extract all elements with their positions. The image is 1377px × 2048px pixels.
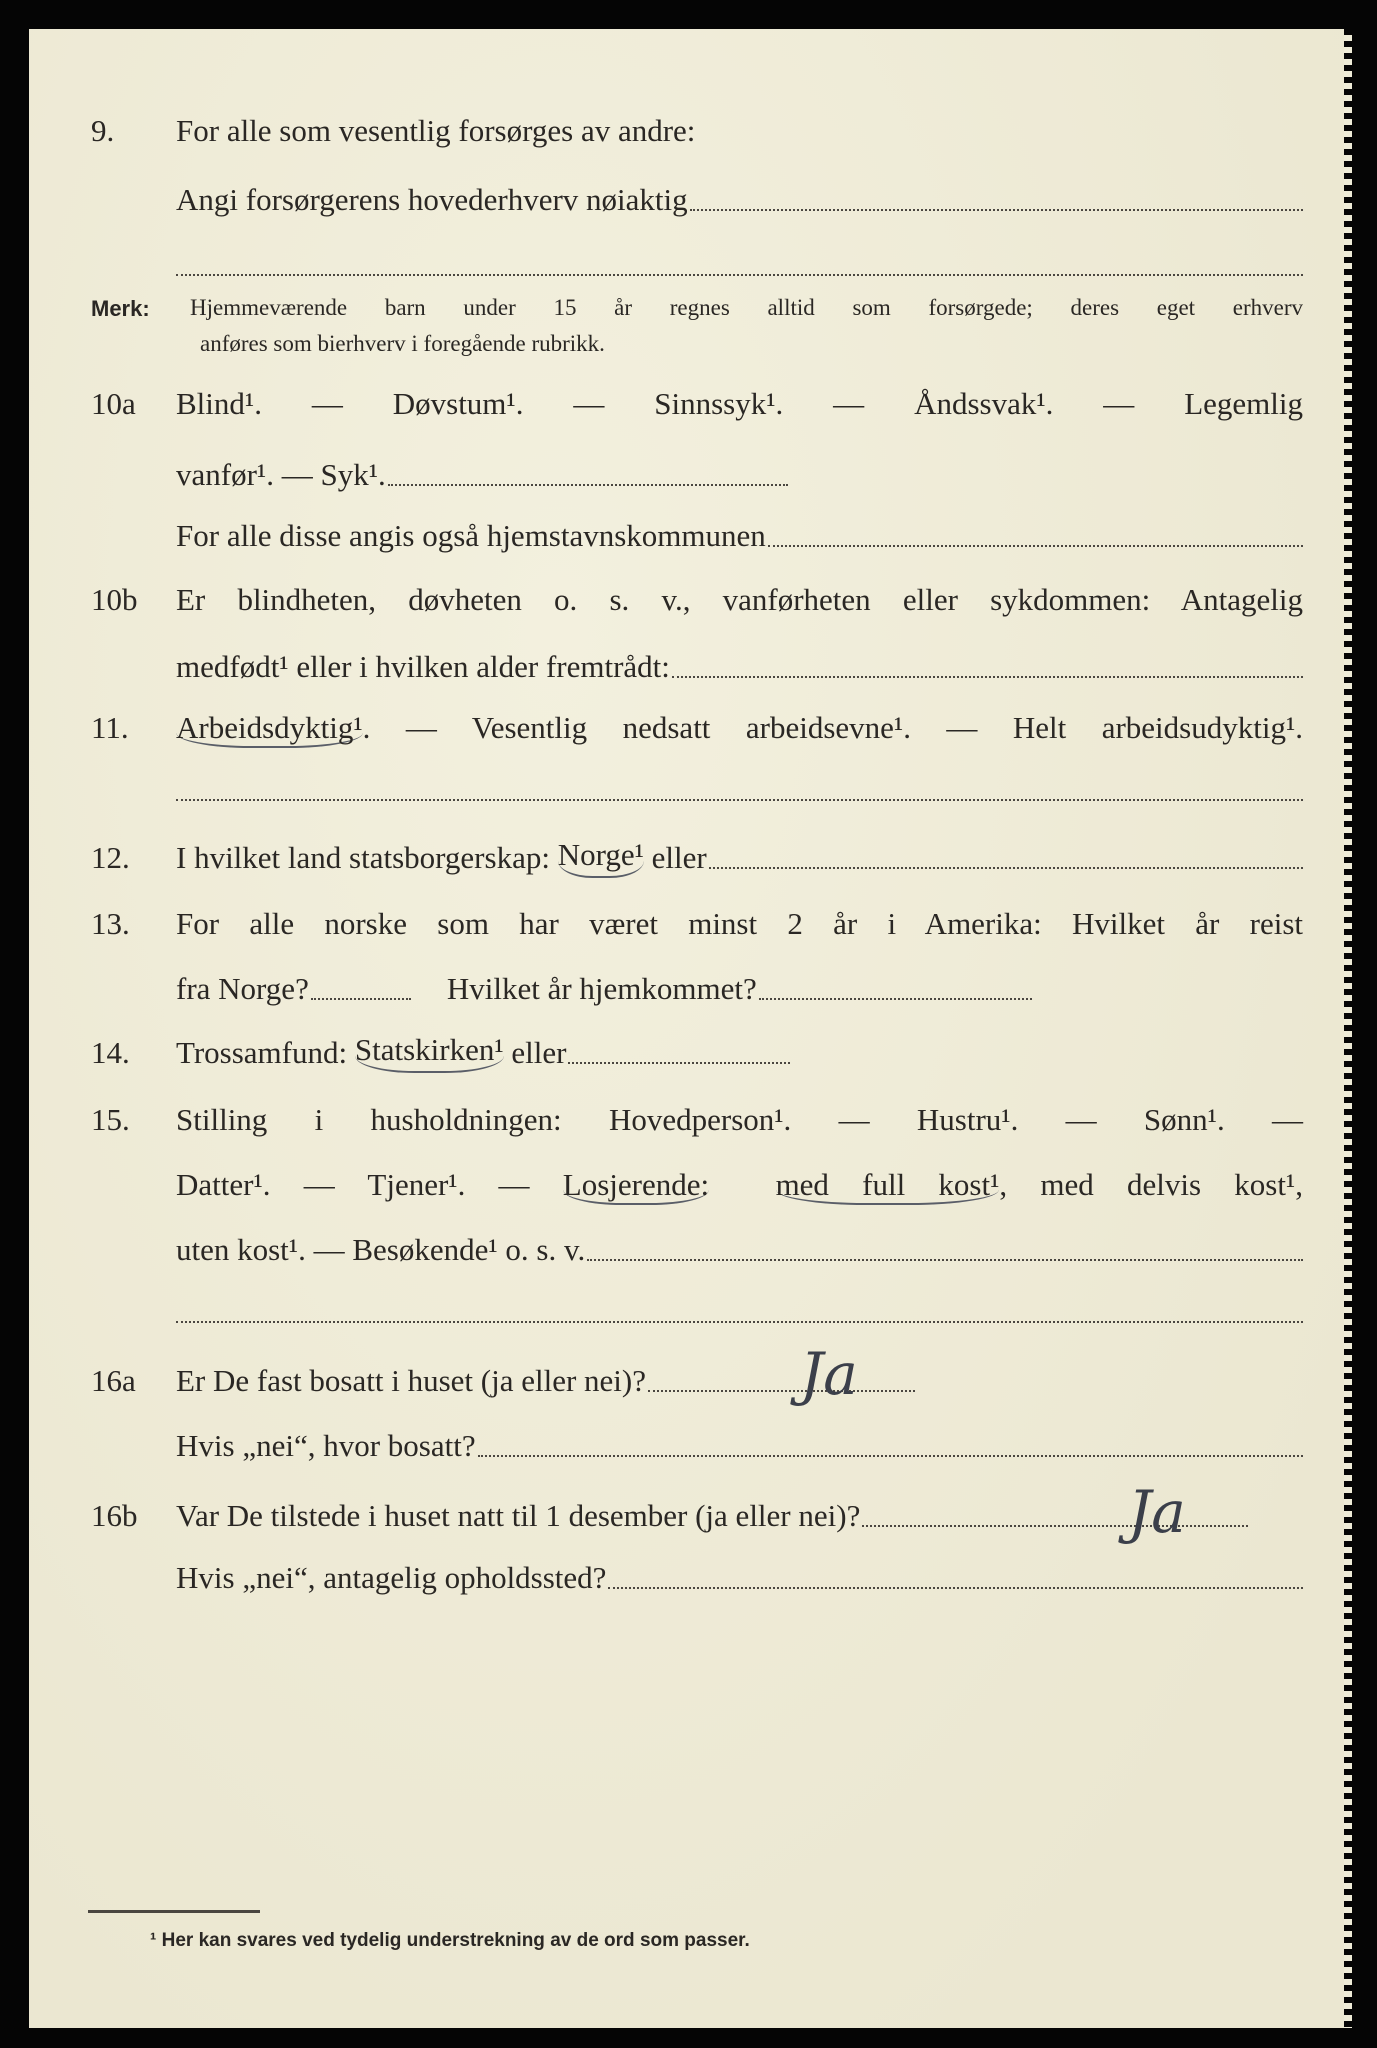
form-line [176,838,1303,878]
form-text: uten kost¹. — Besøkende¹ o. s. v. [176,1232,586,1267]
question-number: 11. [91,710,129,745]
form-line [176,1230,1303,1270]
form-text: For alle som vesentlig forsørges av andre: [176,113,696,148]
footnote-rule [88,1910,260,1913]
form-text: For alle norske som har været minst 2 år i Amerika: Hvilket år reist [176,906,1303,941]
question-number: 13. [91,906,130,941]
question-number: 10b [91,582,138,617]
form-text: For alle disse angis også hjemstavnskommunen [176,518,766,553]
answer-field[interactable] [311,998,411,1000]
underlined-option[interactable]: Losjerende: [563,1167,709,1205]
merk-note-line1: Hjemmeværende barn under 15 år regnes alltid som forsørgede; deres eget erhverv [190,295,1303,320]
form-text: Er blindheten, døvheten o. s. v., vanførheten eller sykdommen: Antagelig [176,582,1303,617]
form-text: medfødt¹ eller i hvilken alder fremtrådt: [176,649,670,684]
answer-field[interactable] [608,1587,1303,1589]
handwritten-answer-16a: Ja [800,1340,858,1408]
underlined-option[interactable]: Statskirken¹ [355,1030,504,1073]
answer-field[interactable] [648,1390,915,1392]
form-text: eller [643,840,707,875]
answer-field[interactable] [587,1259,1303,1261]
form-text: eller [503,1035,567,1070]
answer-field[interactable] [568,1062,790,1064]
form-text: . — Vesentlig nedsatt arbeidsevne¹. — Helt arbeidsudyktig¹. [362,710,1303,745]
question-number: 10a [91,386,136,421]
form-line [176,1165,1303,1205]
form-line [176,1496,1248,1536]
answer-line-11[interactable] [176,799,1303,801]
answer-field[interactable] [672,676,1303,678]
answer-line-9[interactable] [176,274,1303,276]
underlined-option[interactable]: Arbeidsdyktig¹ [176,710,363,748]
merk-label: Merk: [91,296,150,321]
form-line [176,1426,1303,1466]
form-line [176,1558,1303,1598]
form-text: Blind¹. — Døvstum¹. — Sinnssyk¹. — Åndssvak¹. — Legemlig [176,386,1303,421]
form-line [176,111,1303,151]
form-line [176,455,788,495]
form-text [709,1167,775,1202]
form-line [176,647,1303,687]
answer-field[interactable] [388,484,788,486]
form-line [176,1100,1303,1140]
form-text: Hvis „nei“, hvor bosatt? [176,1428,476,1463]
form-text: Var De tilstede i huset natt til 1 desember (ja eller nei)? [176,1498,861,1533]
form-text: Stilling i husholdningen: Hovedperson¹. — Hustru¹. — Sønn¹. — [176,1102,1303,1137]
answer-field[interactable] [862,1525,1248,1527]
form-line [176,384,1303,424]
perforated-edge [1344,29,1352,2028]
form-text: Datter¹. — Tjener¹. — [176,1167,563,1202]
form-text: vanfør¹. — Syk¹. [176,457,386,492]
question-number: 16a [91,1363,136,1398]
form-line [176,1033,790,1073]
question-number: 12. [91,840,130,875]
merk-note-line2: anføres som bierhverv i foregående rubrikk. [200,331,605,356]
form-line [176,180,1303,220]
answer-field[interactable] [690,209,1303,211]
form-line [176,708,1303,748]
underlined-option[interactable]: med full kost¹ [776,1167,1000,1205]
question-number: 9. [91,113,115,148]
handwritten-answer-16b: Ja [1128,1478,1186,1546]
question-number: 14. [91,1035,130,1070]
question-number: 15. [91,1102,130,1137]
form-text: I hvilket land statsborgerskap: [176,840,558,875]
question-number: 16b [91,1498,138,1533]
form-line [176,904,1303,944]
answer-field[interactable] [768,545,1303,547]
form-text: Hvilket år hjemkommet? [446,971,757,1006]
form-line [176,516,1303,556]
form-text: Er De fast bosatt i huset (ja eller nei)? [176,1363,646,1398]
form-text: fra Norge? [176,971,309,1006]
answer-line-15[interactable] [176,1321,1303,1323]
answer-field[interactable] [709,867,1303,869]
form-text: Hvis „nei“, antagelig opholdssted? [176,1560,607,1595]
form-text: , med delvis kost¹, [999,1167,1303,1202]
footnote: ¹ Her kan svares ved tydelig understrekning av de ord som passer. [150,1930,750,1951]
form-line [176,969,1032,1009]
answer-field[interactable] [478,1455,1303,1457]
form-text: Trossamfund: [176,1035,355,1070]
form-line [176,580,1303,620]
answer-field[interactable] [759,998,1032,1000]
underlined-option[interactable]: Norge¹ [558,835,644,878]
form-text: Angi forsørgerens hovederhverv nøiaktig [176,182,688,217]
